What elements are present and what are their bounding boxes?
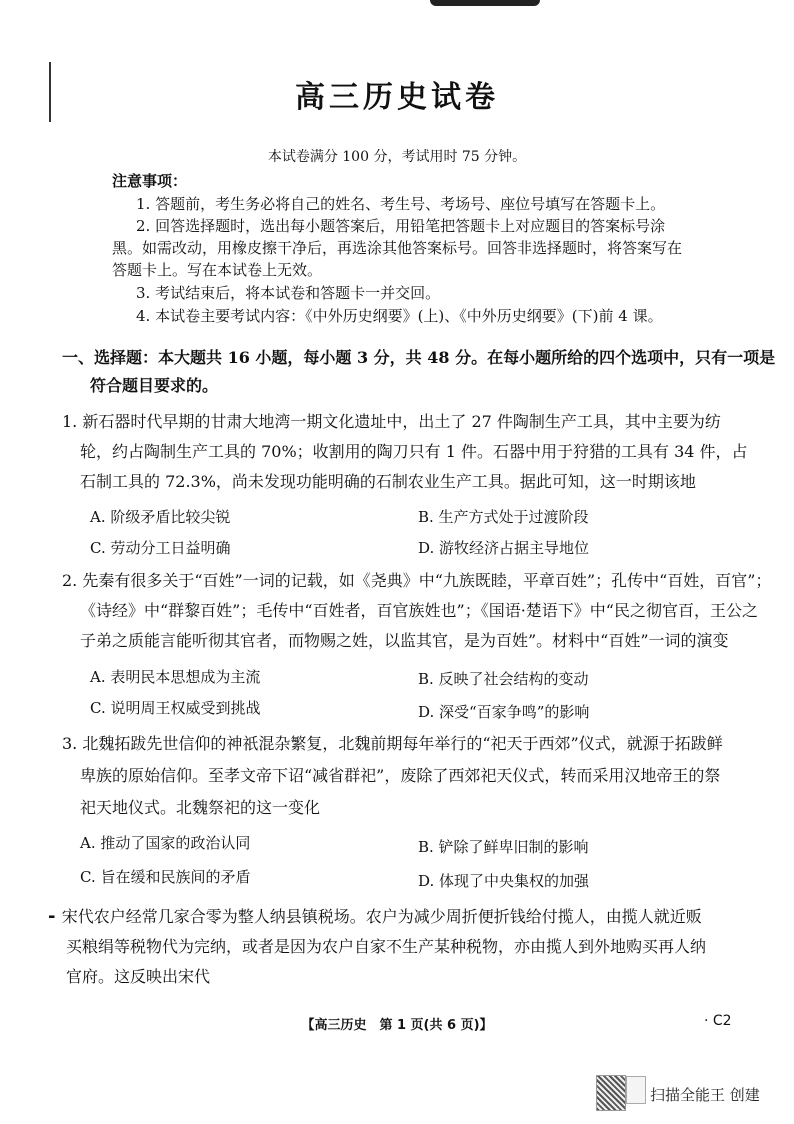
question-1-option-a: A. 阶级矛盾比较尖锐 — [90, 508, 231, 526]
question-2-line: 2. 先秦有很多关于“百姓”一词的记载，如《尧典》中“九族既睦，平章百姓”；孔传中“百姓，百官”； — [62, 571, 772, 590]
question-2-option-a: A. 表明民本思想成为主流 — [90, 668, 261, 686]
app-badge-icon — [626, 1076, 646, 1104]
note-line: 答题卡上。写在本试卷上无效。 — [112, 261, 323, 279]
question-1-line: 轮，约占陶制生产工具的 70%；收割用的陶刀只有 1 件。石器中用于狩猎的工具有 34 件，占 — [80, 442, 748, 461]
scanner-watermark: 扫描全能王 创建 — [650, 1086, 760, 1104]
question-2-line: 《诗经》中“群黎百姓”；毛传中“百姓者，百官族姓也”；《国语·楚语下》中“民之彻官百，王公之 — [80, 601, 758, 620]
section-heading: 一、选择题：本大题共 16 小题，每小题 3 分，共 48 分。在每小题所给的四个选项中，只有一项是 — [62, 348, 776, 367]
question-3-line: 3. 北魏拓跋先世信仰的神祇混杂繁复，北魏前期每年举行的“祀天于西郊”仪式，就源于拓跋鲜 — [62, 734, 723, 753]
note-line: 2. 回答选择题时，选出每小题答案后，用铅笔把答题卡上对应题目的答案标号涂 — [136, 217, 666, 235]
question-3-line: 卑族的原始信仰。至孝文帝下诏“减省群祀”，废除了西郊祀天仪式，转而采用汉地帝王的祭 — [80, 766, 721, 785]
question-1-option-d: D. 游牧经济占据主导地位 — [418, 539, 590, 557]
exam-subtitle: 本试卷满分 100 分，考试用时 75 分钟。 — [267, 149, 527, 165]
question-1-option-c: C. 劳动分工日益明确 — [90, 539, 231, 557]
question-4-line: - 宋代农户经常几家合零为整人纳县镇税场。农户为减少周折便折钱给付揽人，由揽人就近贩 — [48, 906, 702, 927]
question-3-option-b: B. 铲除了鲜卑旧制的影响 — [418, 838, 589, 856]
page-title: 高三历史试卷 — [295, 80, 499, 115]
question-2-option-d: D. 深受“百家争鸣”的影响 — [418, 703, 590, 721]
question-4-line: 官府。这反映出宋代 — [66, 967, 211, 986]
question-2-option-b: B. 反映了社会结构的变动 — [418, 670, 589, 688]
question-3-option-d: D. 体现了中央集权的加强 — [418, 872, 590, 890]
question-1-option-b: B. 生产方式处于过渡阶段 — [418, 508, 589, 526]
qr-code-icon — [596, 1075, 626, 1111]
question-1-line: 1. 新石器时代早期的甘肃大地湾一期文化遗址中，出土了 27 件陶制生产工具，其中主要为纺 — [62, 412, 721, 431]
notes-heading: 注意事项： — [112, 172, 188, 190]
question-3-option-c: C. 旨在缓和民族间的矛盾 — [80, 868, 251, 886]
page-footer: 【高三历史 第 1 页(共 6 页)】 — [301, 1018, 493, 1033]
note-line: 黑。如需改动，用橡皮擦干净后，再选涂其他答案标号。回答非选择题时，将答案写在 — [112, 239, 683, 257]
question-2-option-c: C. 说明周王权威受到挑战 — [90, 699, 261, 717]
question-3-line: 祀天地仪式。北魏祭祀的这一变化 — [80, 798, 321, 817]
exam-code: · C2 — [704, 1013, 732, 1029]
note-line: 1. 答题前，考生务必将自己的姓名、考生号、考场号、座位号填写在答题卡上。 — [136, 195, 666, 213]
scan-top-mark — [430, 0, 540, 6]
question-1-line: 石制工具的 72.3%，尚未发现功能明确的石制农业生产工具。据此可知，这一时期该地 — [80, 472, 696, 491]
question-4-line: 买粮绢等税物代为完纳，或者是因为农户自家不生产某种税物，亦由揽人到外地购买再人纳 — [66, 937, 707, 956]
note-line: 4. 本试卷主要考试内容：《中外历史纲要》(上)、《中外历史纲要》(下)前 4 课。 — [136, 307, 663, 325]
note-line: 3. 考试结束后，将本试卷和答题卡一并交回。 — [136, 284, 441, 302]
question-2-line: 子弟之质能言能听彻其官者，而物赐之姓，以监其官，是为百姓”。材料中“百姓”一词的演变 — [80, 631, 729, 650]
question-3-option-a: A. 推动了国家的政治认同 — [80, 834, 251, 852]
section-heading-cont: 符合题目要求的。 — [90, 376, 219, 395]
